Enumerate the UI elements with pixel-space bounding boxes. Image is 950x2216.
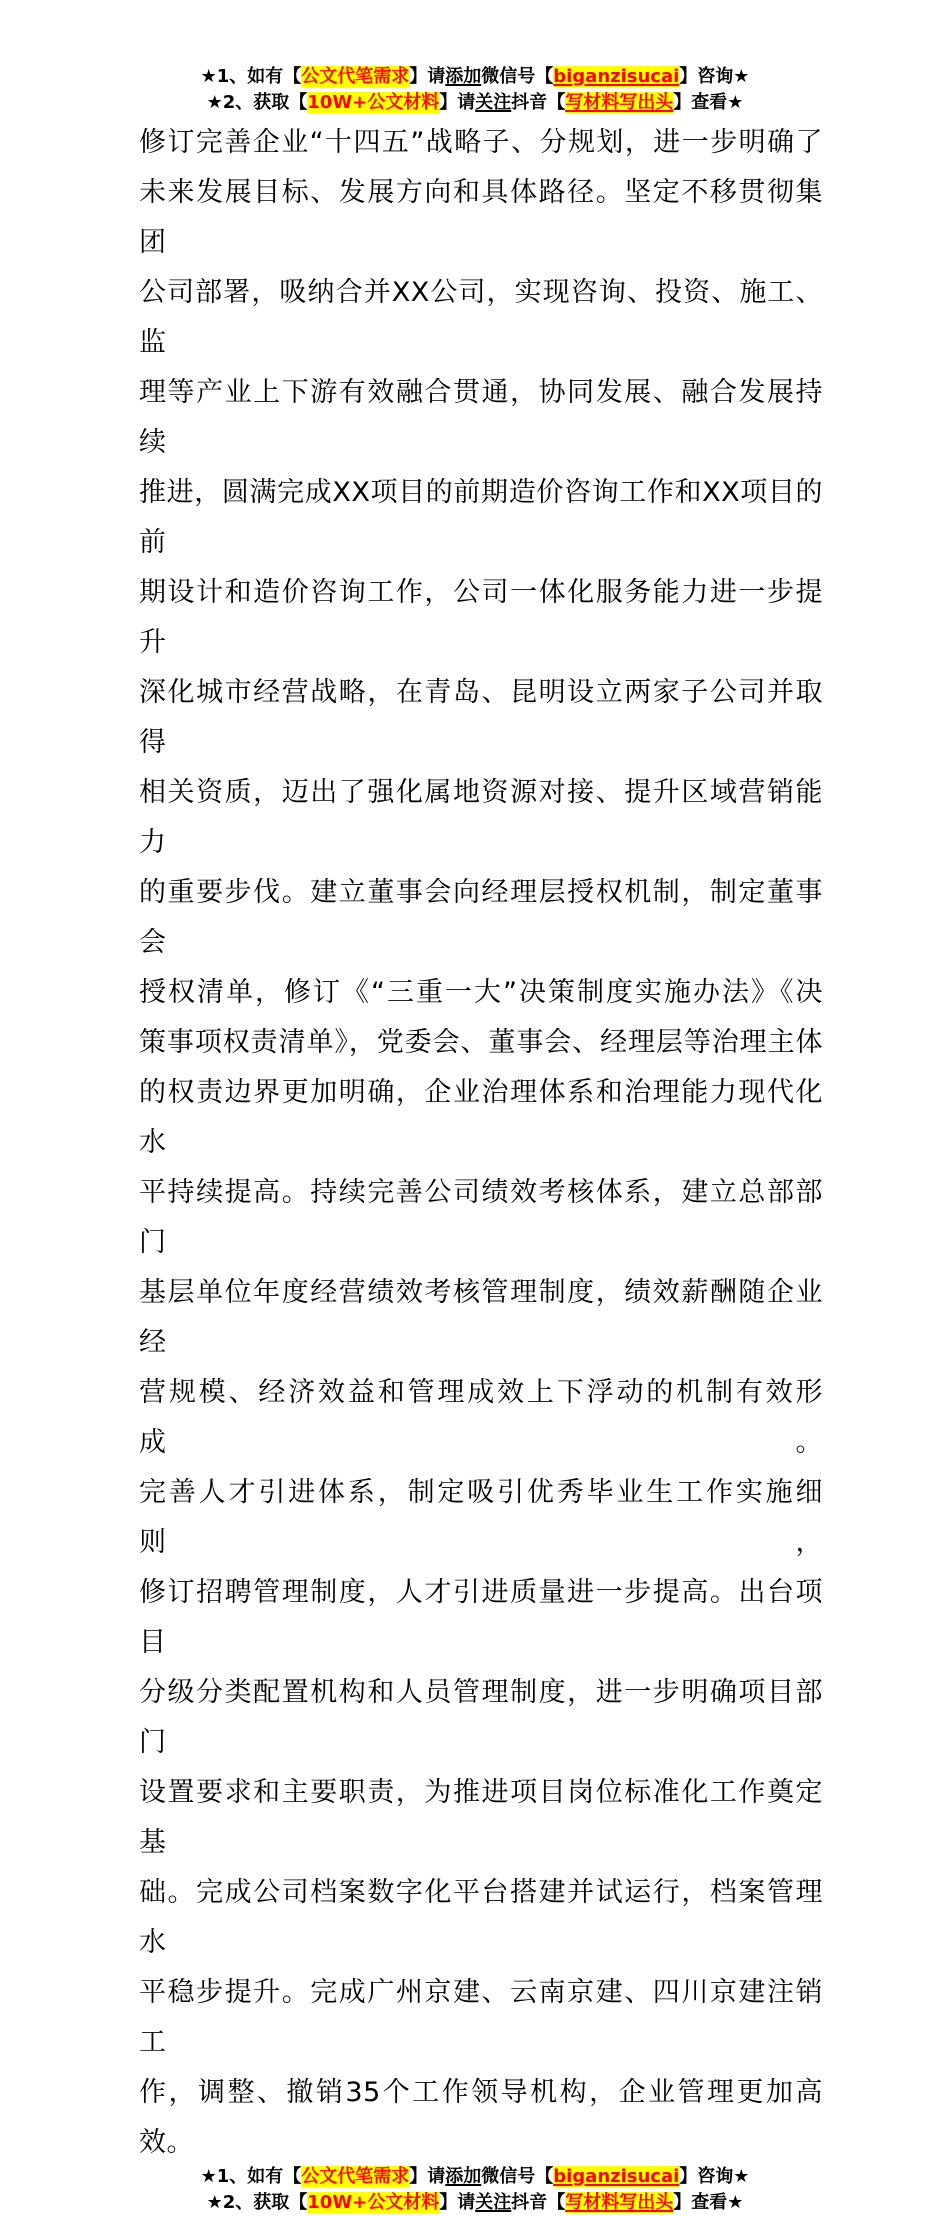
body-line: 的重要步伐。建立董事会向经理层授权机制，制定董事会 (139, 877, 823, 958)
promo-prefix: ★1、如有【 (200, 2166, 302, 2187)
promo-prefix: ★1、如有【 (200, 66, 302, 87)
body-line: 理等产业上下游有效融合贯通，协同发展、融合发展持续 (139, 377, 823, 458)
promo-footer (0, 2164, 950, 2216)
promo-underline-add: 添加 (445, 66, 482, 87)
body-line: 的权责边界更加明确，企业治理体系和治理能力现代化水 (139, 1077, 823, 1158)
body-line: 相关资质，迈出了强化属地资源对接、提升区域营销能力 (139, 777, 823, 858)
body-line: 平稳步提升。完成广州京建、云南京建、四川京建注销工 (139, 1977, 823, 2058)
body-line: 未来发展目标、发展方向和具体路径。坚定不移贯彻集团 (139, 177, 823, 258)
promo-footer-line-2 (0, 2190, 950, 2216)
promo-suffix: 】查看★ (673, 92, 744, 113)
body-line: 设置要求和主要职责，为推进项目岗位标准化工作奠定基 (139, 1777, 823, 1858)
body-line: 营规模、经济效益和管理成效上下浮动的机制有效形成。 (139, 1377, 823, 1458)
promo-douyin-id: 写材料写出头 (565, 92, 674, 113)
body-line: 期设计和造价咨询工作，公司一体化服务能力进一步提升 (139, 577, 823, 658)
promo-header-line-2 (0, 90, 950, 116)
promo-prefix: ★2、获取【 (206, 92, 308, 113)
body-line: 平持续提高。持续完善公司绩效考核体系，建立总部部门 (139, 1177, 823, 1258)
promo-mid: 】请 (439, 2192, 476, 2213)
promo-prefix: ★2、获取【 (206, 2192, 308, 2213)
body-line: 修订招聘管理制度，人才引进质量进一步提高。出台项目 (139, 1577, 823, 1658)
promo-mid: 】请 (409, 2166, 446, 2187)
promo-mid2: 抖音【 (511, 2192, 566, 2213)
promo-mid2: 抖音【 (511, 92, 566, 113)
promo-underline-follow: 关注 (475, 92, 512, 113)
promo-mid2: 微信号【 (481, 2166, 554, 2187)
body-line: 公司部署，吸纳合并XX公司，实现咨询、投资、施工、监 (139, 277, 823, 358)
document-body (139, 118, 823, 2168)
promo-highlight-service: 公文代笔需求 (301, 66, 410, 87)
body-line: 础。完成公司档案数字化平台搭建并试运行，档案管理水 (139, 1877, 823, 1958)
promo-underline-follow: 关注 (475, 2192, 512, 2213)
promo-suffix: 】咨询★ (679, 2166, 750, 2187)
body-line: 策事项权责清单》，党委会、董事会、经理层等治理主体 (139, 1027, 823, 1058)
promo-suffix: 】咨询★ (679, 66, 750, 87)
promo-wechat-id: biganzisucai (553, 66, 680, 87)
body-line: 基层单位年度经营绩效考核管理制度，绩效薪酬随企业经 (139, 1277, 823, 1358)
promo-mid2: 微信号【 (481, 66, 554, 87)
body-line: 推进，圆满完成XX项目的前期造价咨询工作和XX项目的前 (139, 477, 823, 558)
body-line: 深化城市经营战略，在青岛、昆明设立两家子公司并取得 (139, 677, 823, 758)
body-line: 修订完善企业“十四五”战略子、分规划，进一步明确了 (139, 127, 823, 158)
body-line: 作，调整、撤销35个工作领导机构，企业管理更加高效。 (139, 2077, 823, 2158)
promo-header (0, 0, 950, 116)
promo-mid: 】请 (409, 66, 446, 87)
body-line: 分级分类配置机构和人员管理制度，进一步明确项目部门 (139, 1677, 823, 1758)
body-line: 授权清单，修订《“三重一大”决策制度实施办法》《决 (139, 977, 823, 1008)
promo-header-line-1 (0, 64, 950, 90)
promo-wechat-id: biganzisucai (553, 2166, 680, 2187)
body-line: 完善人才引进体系，制定吸引优秀毕业生工作实施细则， (139, 1477, 823, 1558)
promo-mid: 】请 (439, 92, 476, 113)
promo-highlight-materials: 10W+公文材料 (307, 2192, 440, 2213)
promo-suffix: 】查看★ (673, 2192, 744, 2213)
promo-highlight-service: 公文代笔需求 (301, 2166, 410, 2187)
promo-underline-add: 添加 (445, 2166, 482, 2187)
promo-highlight-materials: 10W+公文材料 (307, 92, 440, 113)
promo-douyin-id: 写材料写出头 (565, 2192, 674, 2213)
